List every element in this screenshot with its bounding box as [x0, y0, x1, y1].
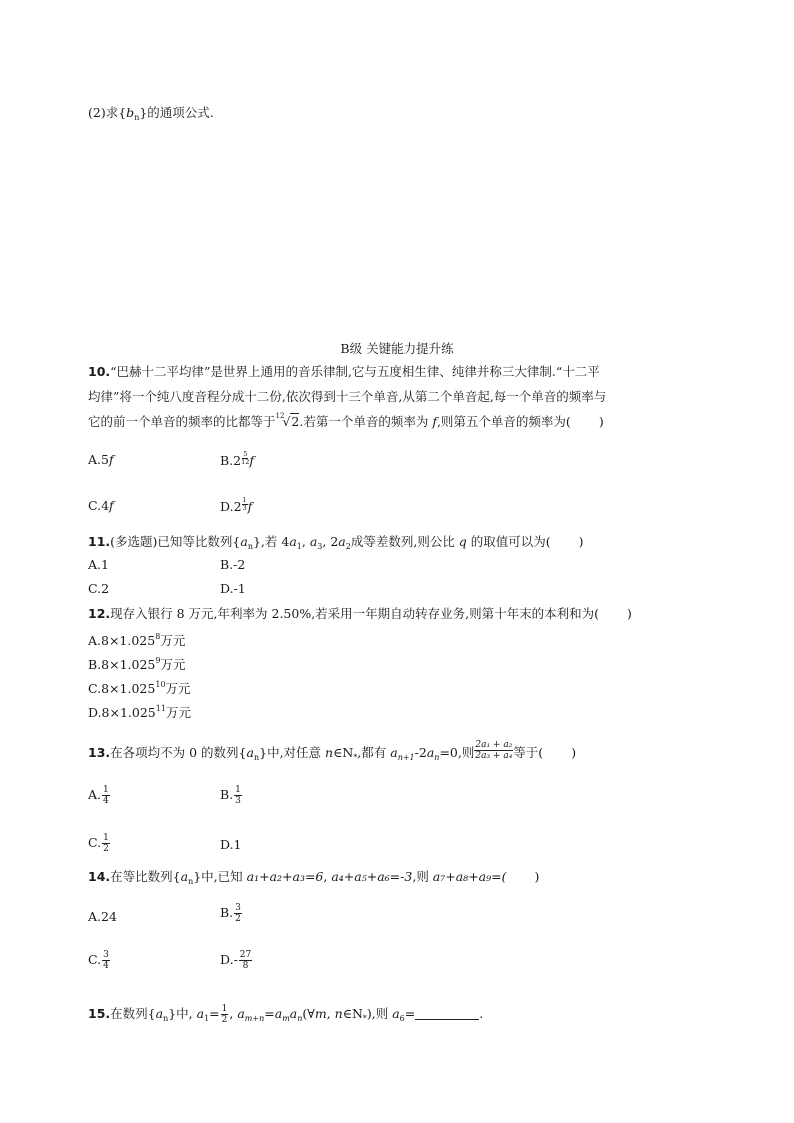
q12-stem: 12.现存入银行 8 万元,年利率为 2.50%,若采用一年期自动转存业务,则第十年末的本利和为( )	[88, 606, 632, 621]
q10-line2: 均律”将一个纯八度音程分成十二份,依次得到十三个单音,从第二个单音起,每一个单音的频率与	[88, 389, 607, 404]
q11-option-a: A.1	[88, 557, 109, 572]
q10-line1: 10.“巴赫十二平均律”是世界上通用的音乐律制,它与五度相生律、纯律并称三大律制.“十二平	[88, 364, 600, 379]
q15-stem: 15.在数列$\{a_n\}$中, $a_1=$ $\frac{1}{2}$ , $a_{m+n}=a_ma_n(\forall m$, $n\in N_*$),则 $a_6=$ .	[88, 1004, 484, 1025]
q10-option-b: B.2 $\frac{5}{12}$ f	[220, 450, 255, 468]
q11-option-b: B.-2	[220, 557, 246, 572]
q14-option-c: C. $\frac{3}{4}$	[88, 950, 109, 971]
q14-stem: 14.在等比数列$\{a_n\}$中,已知 a₁+a₂+a₃=6, a₄+a₅+a₆=-3,则 a₇+a₈+a₉=( )	[88, 869, 540, 886]
q10-option-d: D.2 $\frac{1}{3}$ f	[220, 496, 253, 514]
q10-line3: 它的前一个单音的频率的比都等于$^{12}$√2.若第一个单音的频率为 f,则第五个单音的频率为( )	[88, 413, 604, 433]
q12-option-a: $A.8\times 1.025^8$万元	[88, 632, 186, 648]
q12-option-c: $C.8\times 1.025^{10}$万元	[88, 680, 191, 696]
q11-option-c: C.2	[88, 581, 110, 596]
question-number: 10.	[88, 364, 111, 379]
q11-option-d: D.-1	[220, 581, 246, 596]
q13-option-c: C. $\frac{1}{2}$	[88, 833, 109, 854]
section-title: B级 关键能力提升练	[340, 341, 454, 356]
q10-option-a: A.5f	[88, 452, 114, 467]
q13-option-b: B. $\frac{1}{3}$	[220, 785, 241, 806]
q13-option-a: A. $\frac{1}{4}$	[88, 785, 109, 806]
q13-stem: 13.在各项均不为 0 的数列$\{a_n\}$中,对任意 $n\in N_*$,都有 $a_{n+1}-2a_n=0$,则 $\frac{\text{2a₁ + a₂}}{\text{2a₃ + a₄}}$ 等于( )	[88, 740, 577, 762]
answer-blank[interactable]	[415, 1007, 479, 1020]
q13-fraction: $\frac{\text{2a₁ + a₂}}{\text{2a₃ + a₄}}$	[475, 740, 513, 761]
q14-option-b: B. $\frac{3}{2}$	[220, 903, 241, 924]
q9-part2: (2)求$\{b_n\}$的通项公式.	[88, 105, 214, 122]
twelfth-root: $^{12}$√2	[275, 412, 300, 429]
q12-option-b: $B.8\times 1.025^9$万元	[88, 656, 186, 672]
q13-option-d: D.1	[220, 837, 242, 852]
q14-option-d: D.- $\frac{27}{8}$	[220, 950, 252, 971]
q11-stem: 11.(多选题)已知等比数列$\{a_n\}$,若 $4a_1$, $a_3$, $2a_2$成等差数列,则公比 q 的取值可以为( )	[88, 534, 584, 551]
q14-option-a: A.24	[88, 909, 117, 924]
q10-option-c: C.4f	[88, 498, 114, 513]
q12-option-d: $D.8\times 1.025^{11}$万元	[88, 704, 191, 720]
